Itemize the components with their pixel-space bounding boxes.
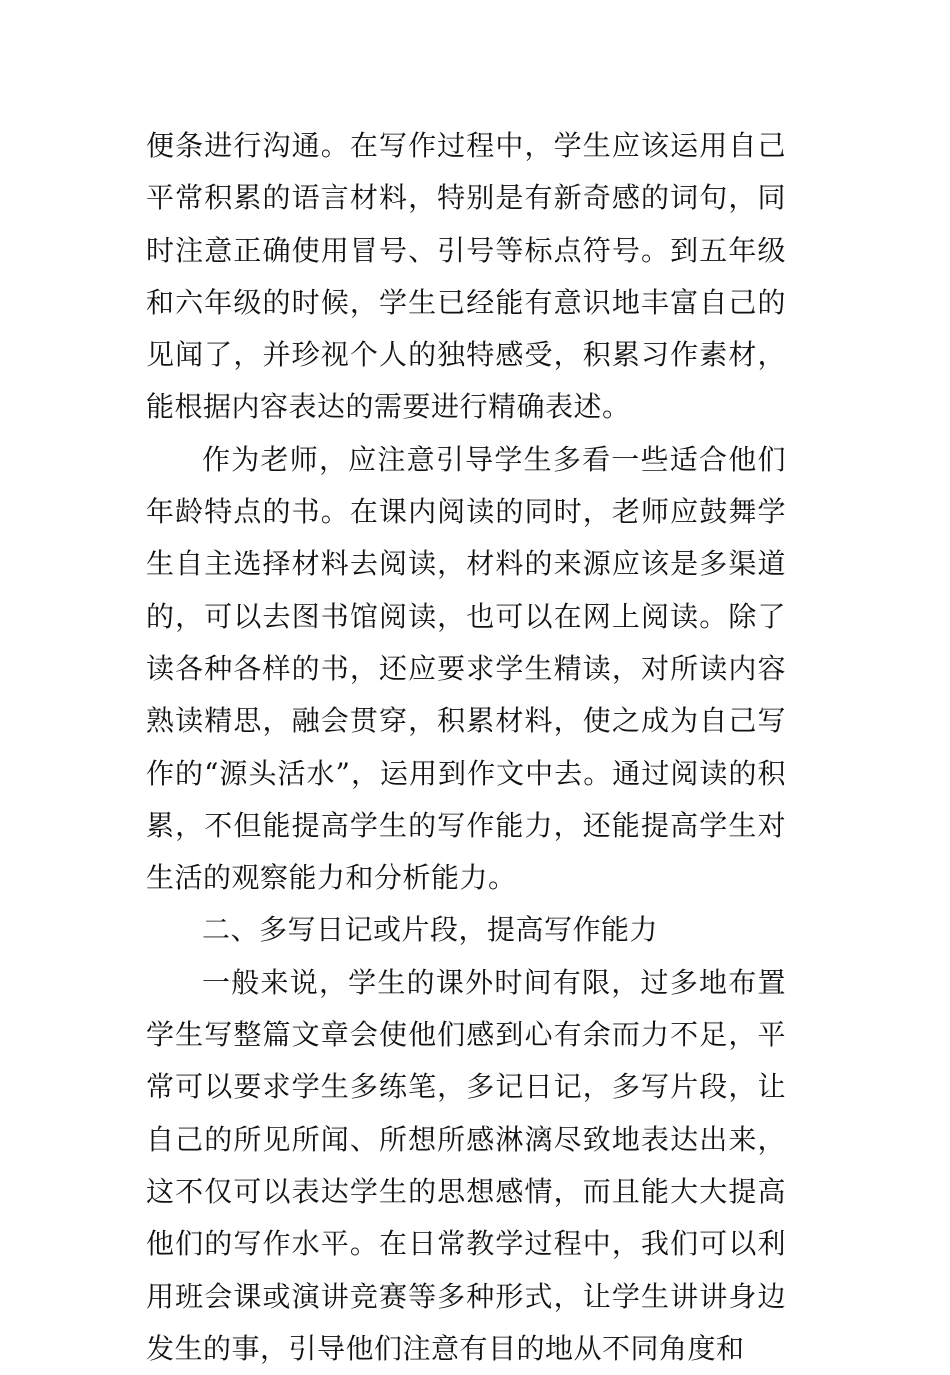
section-heading: 二、多写日记或片段，提高写作能力: [202, 913, 659, 947]
paragraph-diary-writing: 一般来说，学生的课外时间有限，过多地布置学生写整篇文章会使他们感到心有余而力不足，平常可以要求学生多练笔，多记日记，多写片段，让自己的所见所闻、所想所感淋漓尽致地表达出来，这不仅可以表达学生的思想感情，而且能大大提高他们的写作水平。在日常教学过程中，我们可以利用班会课或演讲竞赛等多种形式，让学生讲讲身边发生的事，引导他们注意有目的地从不同角度和: [146, 965, 786, 1365]
paragraph-reading-guidance: 作为老师，应注意引导学生多看一些适合他们年龄特点的书。在课内阅读的同时，老师应鼓舞学生自主选择材料去阅读，材料的来源应该是多渠道的，可以去图书馆阅读，也可以在网上阅读。除了读各种各样的书，还应要求学生精读，对所读内容熟读精思，融会贯穿，积累材料，使之成为自己写作的“源头活水”，运用到作文中去。通过阅读的积累，不但能提高学生的写作能力，还能提高学生对生活的观察能力和分析能力。: [146, 442, 786, 895]
paragraph-continuation: 便条进行沟通。在写作过程中，学生应该运用自己平常积累的语言材料，特别是有新奇感的词句，同时注意正确使用冒号、引号等标点符号。到五年级和六年级的时候，学生已经能有意识地丰富自己的见闻了，并珍视个人的独特感受，积累习作素材，能根据内容表达的需要进行精确表述。: [146, 129, 786, 424]
body-text: [146, 120, 786, 1375]
